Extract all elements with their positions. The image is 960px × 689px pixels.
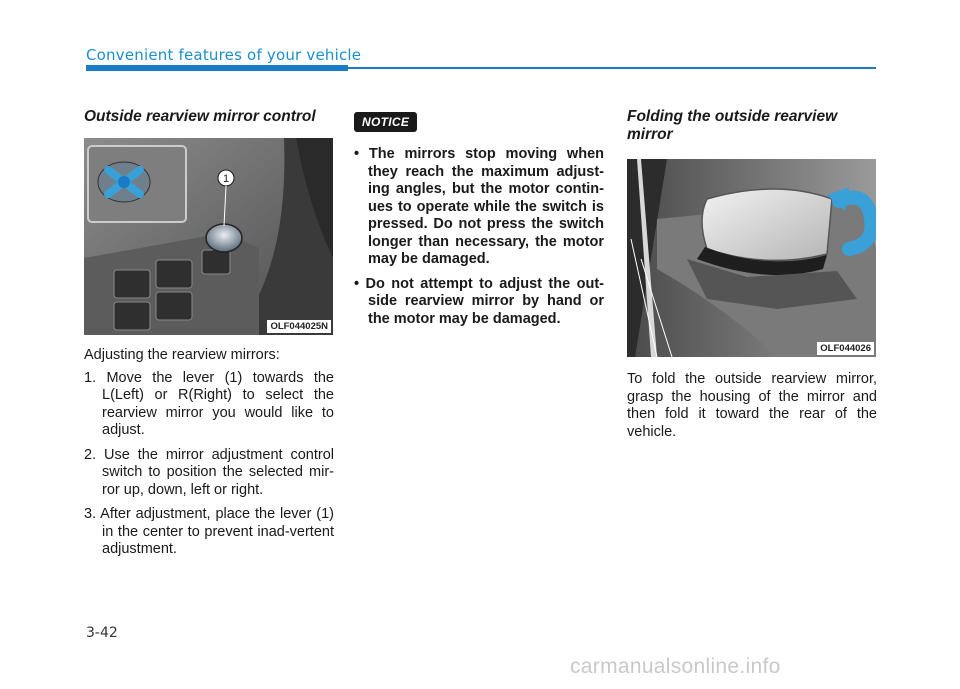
folding-mirror-illustration: [627, 159, 876, 357]
callout-number: 1: [222, 173, 230, 185]
header-rule-thick: [86, 65, 348, 71]
step-item: 2. Use the mirror adjustment control switch to position the selected mir-ror up, down, left or right.: [84, 446, 334, 498]
adjust-intro-text: Adjusting the rearview mirrors:: [84, 347, 280, 363]
notice-item: • Do not attempt to adjust the out-side rearview mirror by hand or the motor may be damaged.: [354, 275, 604, 327]
figure-code-label: OLF044025N: [267, 320, 331, 333]
folding-mirror-heading: Folding the outside rearview mirror: [627, 108, 838, 143]
left-column: [84, 108, 334, 566]
folding-instructions-text: To fold the outside rearview mirror, grasp the housing of the mirror and then fold it toward the rear of the vehicle.: [627, 371, 877, 440]
section-header-title: Convenient features of your vehicle: [86, 46, 362, 64]
step-item: 1. Move the lever (1) towards the L(Left) or R(Right) to select the rearview mirror you would like to adjust.: [84, 369, 334, 438]
mirror-switch-illustration: [84, 138, 333, 335]
middle-column: [354, 108, 604, 335]
step-item: 3. After adjustment, place the lever (1) in the center to prevent inad-vertent adjustment.: [84, 506, 334, 557]
notice-item: • The mirrors stop moving when they reach the maximum adjust-ing angles, but the motor contin-ues to operate while the switch is pressed. Do not press the switch longer than necessary, the motor may be damaged.: [354, 146, 604, 267]
folding-mirror-figure: [627, 159, 876, 357]
notice-badge: NOTICE: [354, 112, 417, 132]
figure-code-label: OLF044026: [817, 342, 874, 355]
header-rule-thin: [348, 67, 876, 69]
page-number: 3-42: [86, 625, 118, 641]
mirror-switch-figure: [84, 138, 333, 335]
right-column: [627, 108, 877, 441]
site-watermark: carmanualsonline.info: [570, 655, 781, 678]
adjust-steps-list: [84, 370, 334, 559]
notice-list: [354, 146, 604, 328]
mirror-control-heading: Outside rearview mirror control: [84, 108, 316, 125]
